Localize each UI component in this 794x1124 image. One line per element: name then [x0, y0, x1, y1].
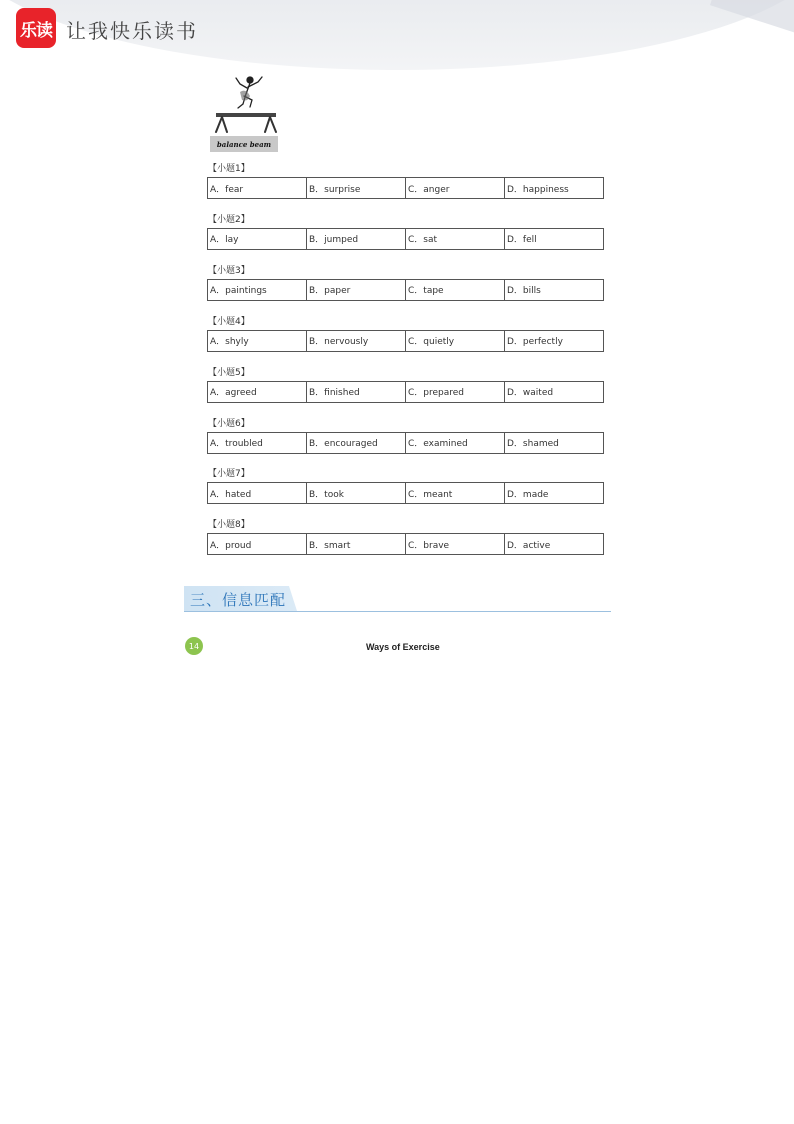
options-table [207, 533, 604, 555]
options-table [207, 228, 604, 250]
option-c[interactable]: C．tape [406, 279, 505, 300]
options-table [207, 482, 604, 504]
option-b[interactable]: B．nervously [307, 330, 406, 351]
option-a[interactable]: A．hated [208, 483, 307, 504]
option-d[interactable]: D．fell [505, 228, 604, 249]
question-label: 【小题3】 [208, 265, 250, 276]
option-c[interactable]: C．meant [406, 483, 505, 504]
option-a[interactable]: A．agreed [208, 381, 307, 402]
option-a[interactable]: A．fear [208, 178, 307, 199]
option-b[interactable]: B．smart [307, 534, 406, 555]
question-label: 【小题6】 [208, 418, 250, 429]
question-label: 【小题5】 [208, 367, 250, 378]
options-table [207, 330, 604, 352]
option-b[interactable]: B．encouraged [307, 432, 406, 453]
option-a[interactable]: A．shyly [208, 330, 307, 351]
option-d[interactable]: D．shamed [505, 432, 604, 453]
option-b[interactable]: B．surprise [307, 178, 406, 199]
options-table [207, 432, 604, 454]
options-table [207, 177, 604, 199]
question-label: 【小题8】 [208, 520, 250, 531]
option-c[interactable]: C．anger [406, 178, 505, 199]
option-d[interactable]: D．perfectly [505, 330, 604, 351]
options-row [208, 534, 604, 555]
question-label: 【小题7】 [208, 469, 250, 480]
passage-title: Ways of Exercise [366, 642, 440, 652]
balance-beam-figure [210, 74, 282, 154]
options-row [208, 381, 604, 402]
options-row [208, 483, 604, 504]
gymnast-icon [210, 74, 282, 136]
option-d[interactable]: D．happiness [505, 178, 604, 199]
options-row [208, 178, 604, 199]
figure-caption: balance beam [210, 136, 278, 152]
option-c[interactable]: C．sat [406, 228, 505, 249]
option-b[interactable]: B．finished [307, 381, 406, 402]
option-b[interactable]: B．took [307, 483, 406, 504]
option-a[interactable]: A．lay [208, 228, 307, 249]
section-divider [184, 611, 611, 612]
option-d[interactable]: D．waited [505, 381, 604, 402]
options-table [207, 279, 604, 301]
option-a[interactable]: A．troubled [208, 432, 307, 453]
brand-logo: 乐读 [16, 8, 56, 48]
question-label: 【小题4】 [208, 316, 250, 327]
option-b[interactable]: B．jumped [307, 228, 406, 249]
option-c[interactable]: C．prepared [406, 381, 505, 402]
options-row [208, 330, 604, 351]
option-a[interactable]: A．proud [208, 534, 307, 555]
option-c[interactable]: C．examined [406, 432, 505, 453]
options-row [208, 279, 604, 300]
passage-number-badge: 14 [185, 637, 203, 655]
question-label: 【小题2】 [208, 214, 250, 225]
options-row [208, 228, 604, 249]
question-label: 【小题1】 [208, 164, 250, 174]
option-d[interactable]: D．active [505, 534, 604, 555]
header-banner [0, 0, 794, 72]
options-table [207, 381, 604, 403]
section-heading [184, 586, 611, 612]
section-title: 三、信息匹配 [190, 591, 287, 609]
option-b[interactable]: B．paper [307, 279, 406, 300]
brand-slogan: 让我快乐读书 [66, 19, 198, 43]
option-c[interactable]: C．quietly [406, 330, 505, 351]
option-a[interactable]: A．paintings [208, 279, 307, 300]
option-d[interactable]: D．made [505, 483, 604, 504]
option-c[interactable]: C．brave [406, 534, 505, 555]
option-d[interactable]: D．bills [505, 279, 604, 300]
options-row [208, 432, 604, 453]
